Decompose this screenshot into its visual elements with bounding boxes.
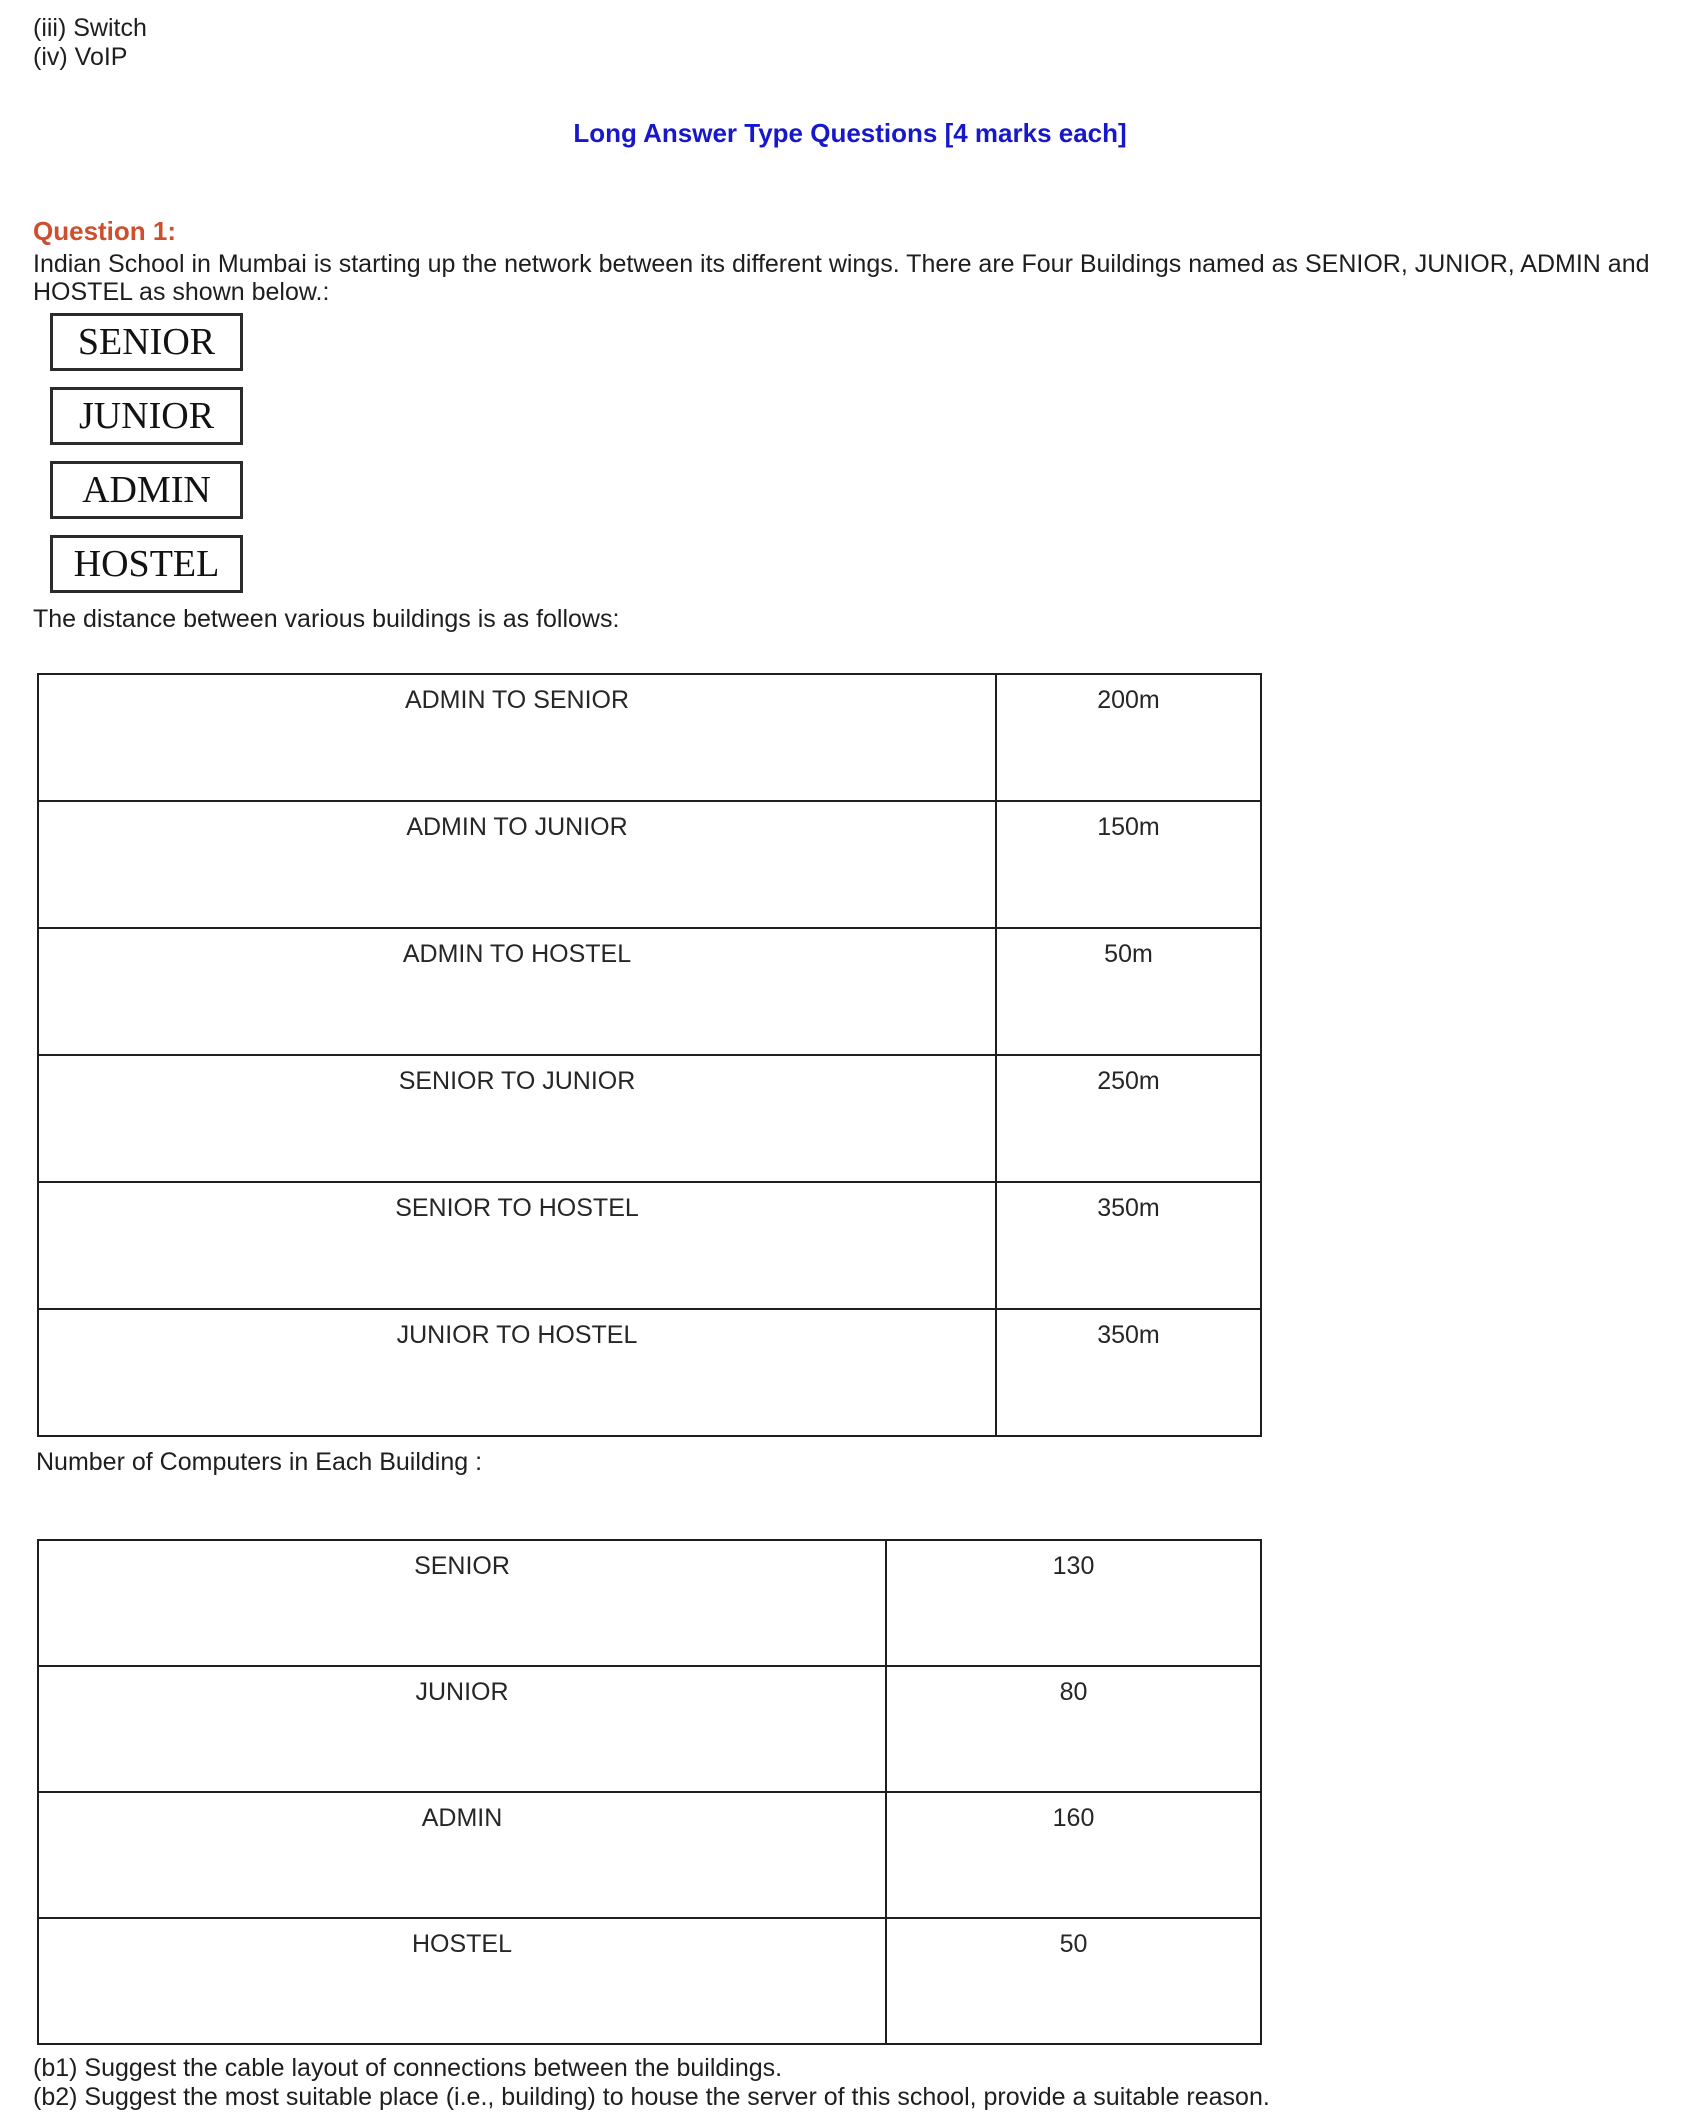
distance-intro: The distance between various buildings is as follows: <box>33 605 620 633</box>
building-box <box>50 313 243 371</box>
option-list-item: (iv) VoIP <box>33 43 128 71</box>
distance-table-row <box>38 1055 1261 1182</box>
building-diagram <box>50 313 1700 593</box>
building-box <box>50 461 243 519</box>
distance-table-row <box>38 674 1261 801</box>
question-label: Question 1: <box>33 216 177 246</box>
count-cell: 80 <box>886 1666 1261 1792</box>
option-list-item: (iii) Switch <box>33 14 147 42</box>
distance-table-row <box>38 928 1261 1055</box>
count-cell: 50 <box>886 1918 1261 2044</box>
sub-question-line: (b2) Suggest the most suitable place (i.e., building) to house the server of this school, provide a suitable reason. <box>33 2083 1270 2111</box>
count-cell: 130 <box>886 1540 1261 1666</box>
building-cell: ADMIN <box>38 1792 886 1918</box>
section-heading: Long Answer Type Questions [4 marks each] <box>573 118 1127 148</box>
distance-table <box>37 673 1262 1437</box>
computers-table-row <box>38 1666 1261 1792</box>
computers-intro: Number of Computers in Each Building : <box>36 1448 483 1476</box>
route-cell: JUNIOR TO HOSTEL <box>38 1309 996 1436</box>
question-text-line: HOSTEL as shown below.: <box>33 278 330 306</box>
building-label: SENIOR <box>77 321 216 363</box>
distance-cell: 350m <box>996 1309 1261 1436</box>
building-box <box>50 387 243 445</box>
building-label: ADMIN <box>82 469 211 511</box>
distance-table-row <box>38 801 1261 928</box>
option-list <box>33 14 1700 72</box>
computers-table-row <box>38 1792 1261 1918</box>
distance-cell: 150m <box>996 801 1261 928</box>
building-label: HOSTEL <box>73 543 220 585</box>
building-cell: HOSTEL <box>38 1918 886 2044</box>
distance-cell: 50m <box>996 928 1261 1055</box>
sub-question-list <box>33 2054 1700 2112</box>
route-cell: SENIOR TO HOSTEL <box>38 1182 996 1309</box>
route-cell: SENIOR TO JUNIOR <box>38 1055 996 1182</box>
building-box <box>50 535 243 593</box>
route-cell: ADMIN TO JUNIOR <box>38 801 996 928</box>
route-cell: ADMIN TO HOSTEL <box>38 928 996 1055</box>
distance-table-row <box>38 1309 1261 1436</box>
route-cell: ADMIN TO SENIOR <box>38 674 996 801</box>
distance-cell: 350m <box>996 1182 1261 1309</box>
computers-table-row <box>38 1918 1261 2044</box>
computers-table-row <box>38 1540 1261 1666</box>
distance-cell: 200m <box>996 674 1261 801</box>
building-label: JUNIOR <box>78 395 215 437</box>
count-cell: 160 <box>886 1792 1261 1918</box>
distance-cell: 250m <box>996 1055 1261 1182</box>
sub-question-line: (b1) Suggest the cable layout of connections between the buildings. <box>33 2054 783 2082</box>
question-text <box>33 250 1700 306</box>
distance-table-row <box>38 1182 1261 1309</box>
computers-table <box>37 1539 1262 2045</box>
building-cell: JUNIOR <box>38 1666 886 1792</box>
building-cell: SENIOR <box>38 1540 886 1666</box>
exam-document-page <box>0 14 1700 2122</box>
question-text-line: Indian School in Mumbai is starting up the network between its different wings. There are Four Buildings named as SENIOR, JUNIOR, ADMIN and <box>33 250 1650 278</box>
